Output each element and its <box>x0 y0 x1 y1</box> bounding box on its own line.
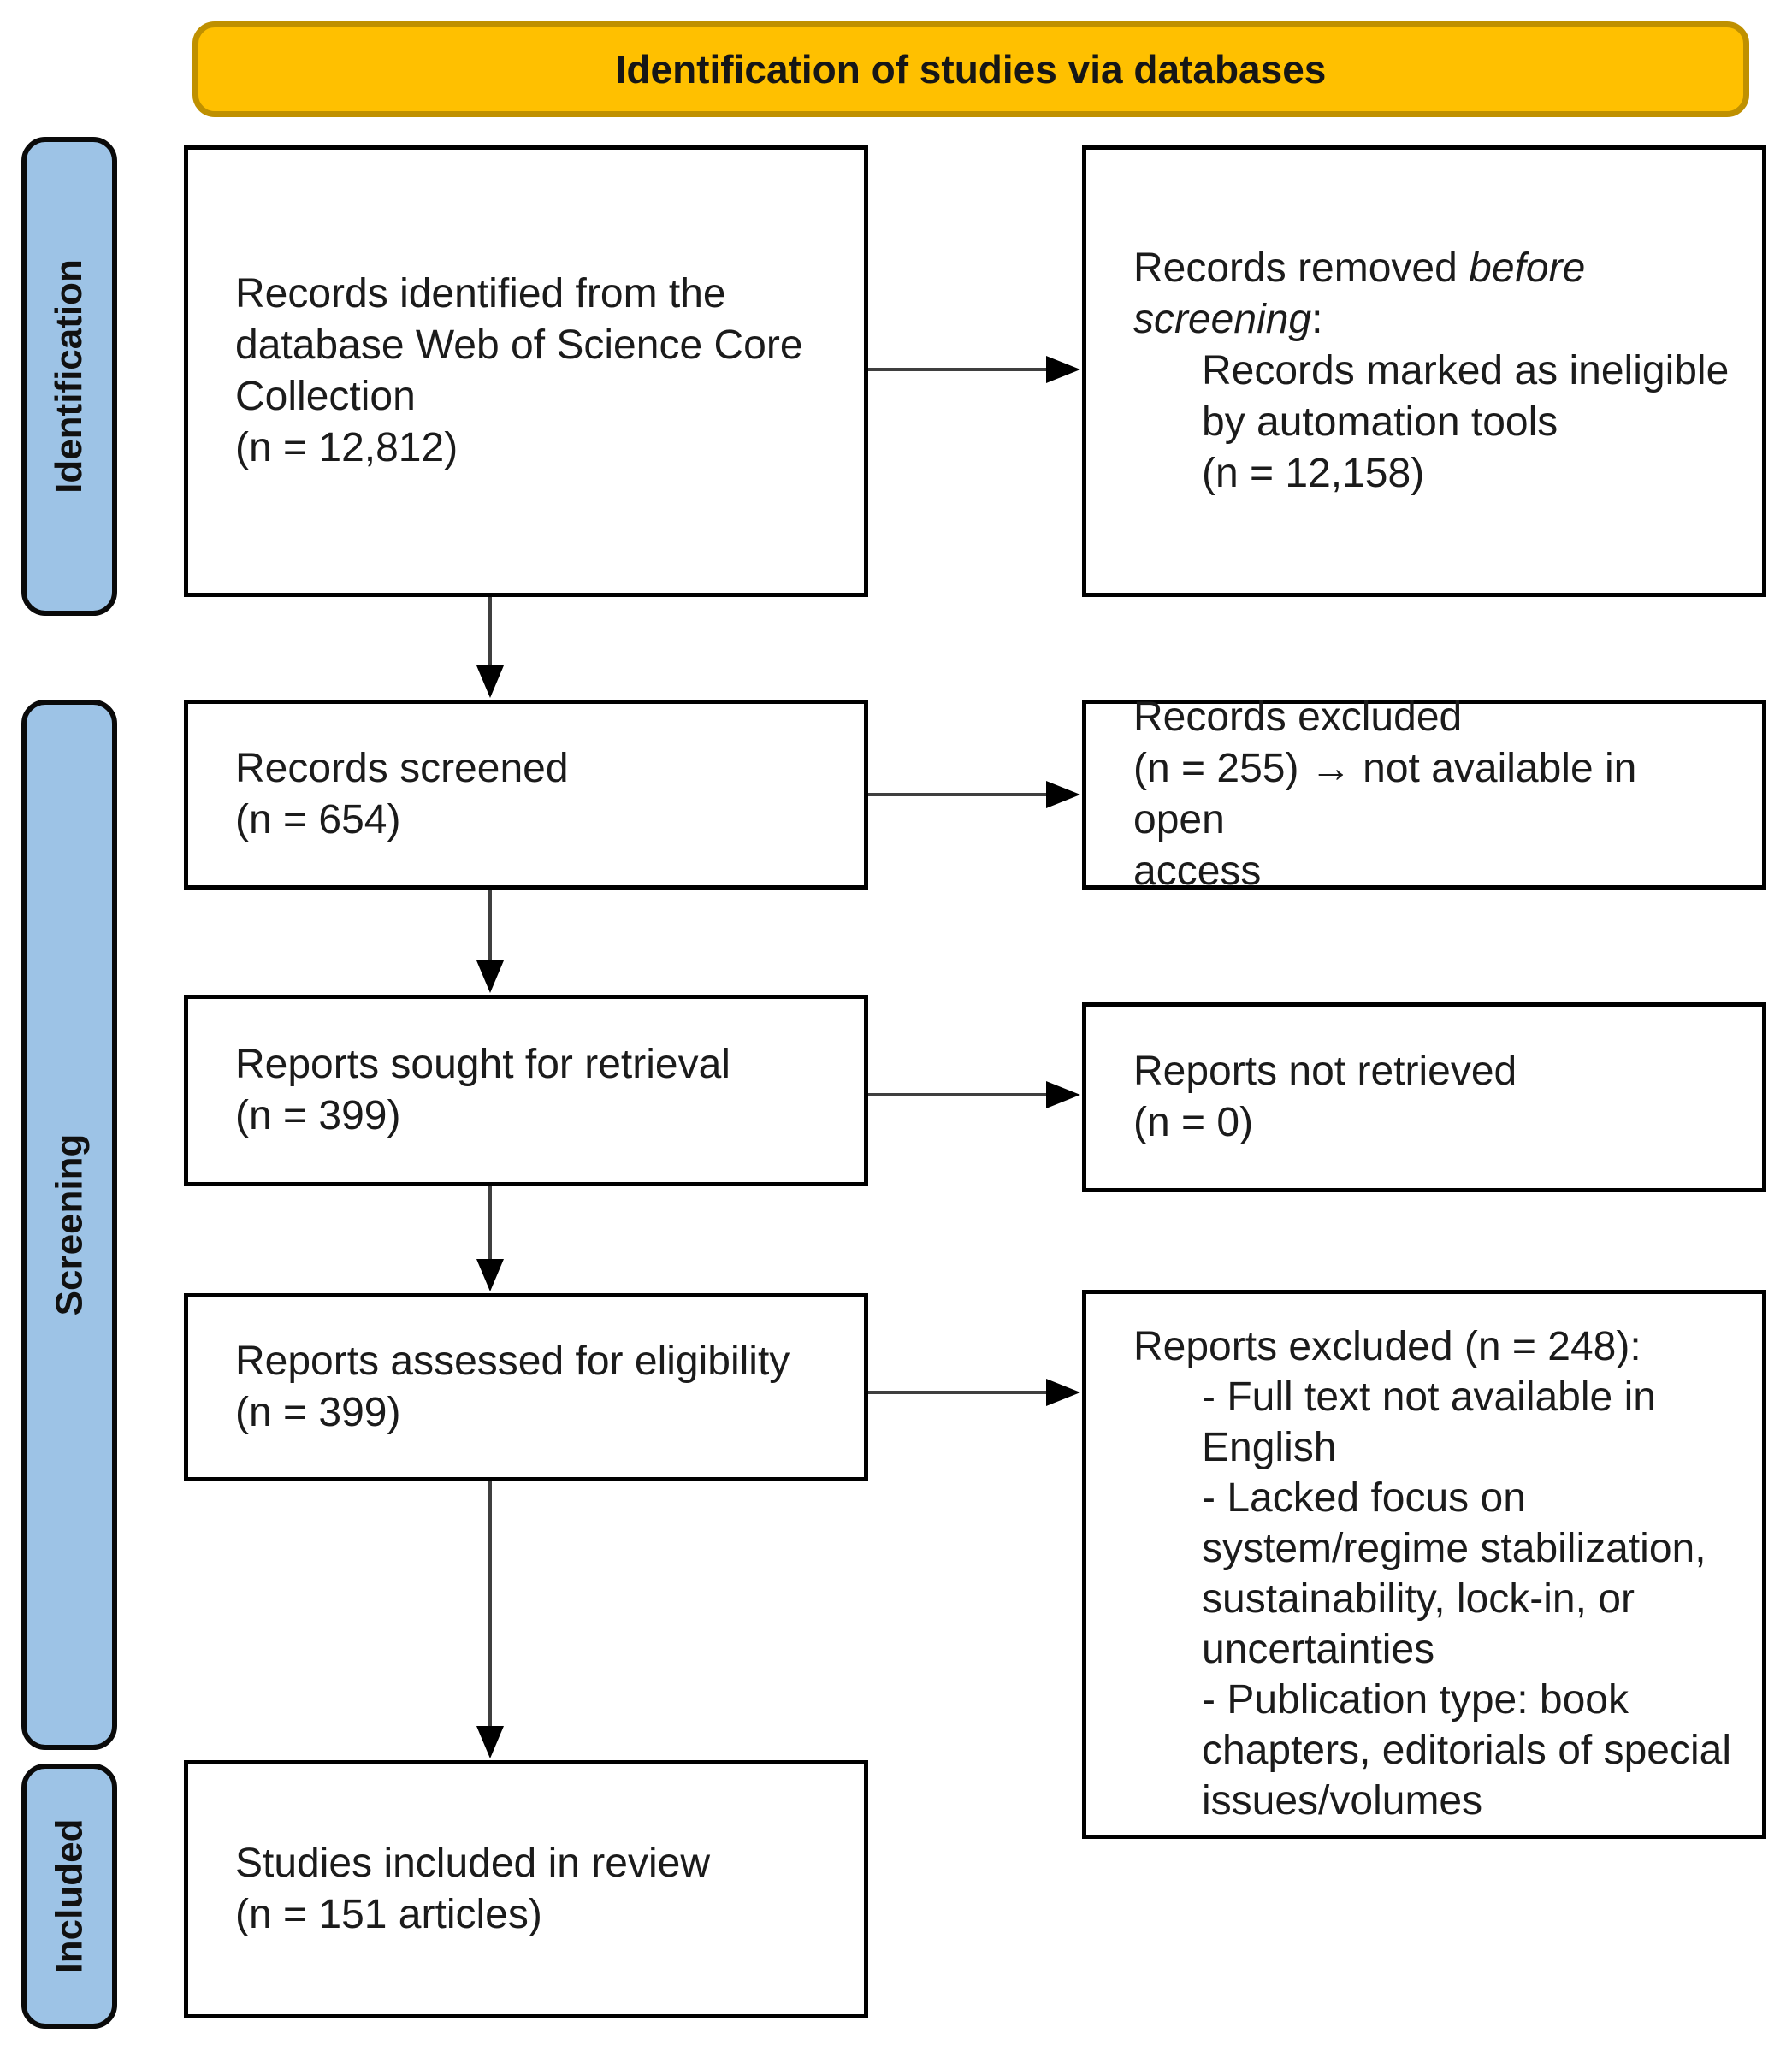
box-records-removed-count: (n = 12,158) <box>1202 451 1425 496</box>
box-reports-sought <box>184 995 868 1186</box>
box-records-identified-count: (n = 12,812) <box>235 425 458 470</box>
box-reports-excluded-reason: uncertainties <box>1202 1627 1435 1672</box>
box-records-excluded <box>1082 695 1766 894</box>
arrow-screened-to-sought <box>476 890 504 993</box>
box-records-excluded-line: Records excluded <box>1133 695 1463 740</box>
stage-identification-label: Identification <box>48 259 90 494</box>
banner-title: Identification of studies via databases <box>615 47 1327 92</box>
box-records-removed <box>1082 145 1766 597</box>
box-reports-excluded-reason: - Publication type: book <box>1202 1677 1629 1723</box>
box-reports-excluded-reason: chapters, editorials of special <box>1202 1728 1731 1773</box>
box-records-identified-line: Records identified from the <box>235 271 726 316</box>
stage-included-label: Included <box>48 1818 90 1974</box>
box-records-identified <box>184 145 868 597</box>
box-records-removed-detail: Records marked as ineligible <box>1202 348 1730 393</box>
box-records-removed-line: Records removed before <box>1133 245 1586 291</box>
banner-identification-via-databases <box>192 21 1749 117</box>
box-records-excluded-line: access <box>1133 848 1262 894</box>
box-studies-included-count: (n = 151 articles) <box>235 1892 542 1937</box>
arrow-sought-to-not-retrieved <box>868 1081 1080 1108</box>
box-reports-assessed <box>184 1293 868 1481</box>
stage-identification <box>21 137 117 616</box>
box-records-removed-line: screening: <box>1133 297 1323 342</box>
box-records-identified-line: Collection <box>235 374 416 419</box>
arrow-sought-to-assessed <box>476 1186 504 1291</box>
box-records-removed-detail: by automation tools <box>1202 399 1558 445</box>
stage-screening-label: Screening <box>48 1133 90 1316</box>
box-reports-excluded-reason: sustainability, lock-in, or <box>1202 1576 1635 1622</box>
box-studies-included-line: Studies included in review <box>235 1841 710 1886</box>
arrow-identified-to-removed <box>868 356 1080 383</box>
arrow-identified-to-screened <box>476 597 504 698</box>
box-reports-sought-line: Reports sought for retrieval <box>235 1042 730 1087</box>
arrow-screened-to-excluded <box>868 781 1080 808</box>
stage-screening <box>21 700 117 1750</box>
box-records-screened-line: Records screened <box>235 746 569 791</box>
box-reports-not-retrieved <box>1082 1002 1766 1192</box>
stage-included <box>21 1764 117 2029</box>
box-reports-excluded-reason: issues/volumes <box>1202 1778 1483 1823</box>
box-reports-excluded-reason: English <box>1202 1425 1337 1470</box>
arrow-assessed-to-included <box>476 1481 504 1758</box>
box-reports-not-retrieved-line: Reports not retrieved <box>1133 1049 1517 1094</box>
box-reports-not-retrieved-count: (n = 0) <box>1133 1100 1254 1145</box>
box-records-identified-line: database Web of Science Core <box>235 322 803 368</box>
box-reports-assessed-line: Reports assessed for eligibility <box>235 1339 790 1384</box>
box-reports-excluded-reason: - Full text not available in <box>1202 1374 1656 1420</box>
box-reports-excluded <box>1082 1290 1766 1839</box>
box-records-excluded-line: (n = 255) → not available in open <box>1133 746 1637 842</box>
box-records-screened <box>184 700 868 890</box>
box-reports-excluded-title: Reports excluded (n = 248): <box>1133 1324 1641 1369</box>
arrow-assessed-to-excluded <box>868 1379 1080 1406</box>
box-studies-included <box>184 1760 868 2018</box>
box-reports-sought-count: (n = 399) <box>235 1093 401 1138</box>
box-records-screened-count: (n = 654) <box>235 797 401 842</box>
box-reports-assessed-count: (n = 399) <box>235 1390 401 1435</box>
box-reports-excluded-reason: system/regime stabilization, <box>1202 1526 1706 1571</box>
box-reports-excluded-reason: - Lacked focus on <box>1202 1475 1526 1521</box>
